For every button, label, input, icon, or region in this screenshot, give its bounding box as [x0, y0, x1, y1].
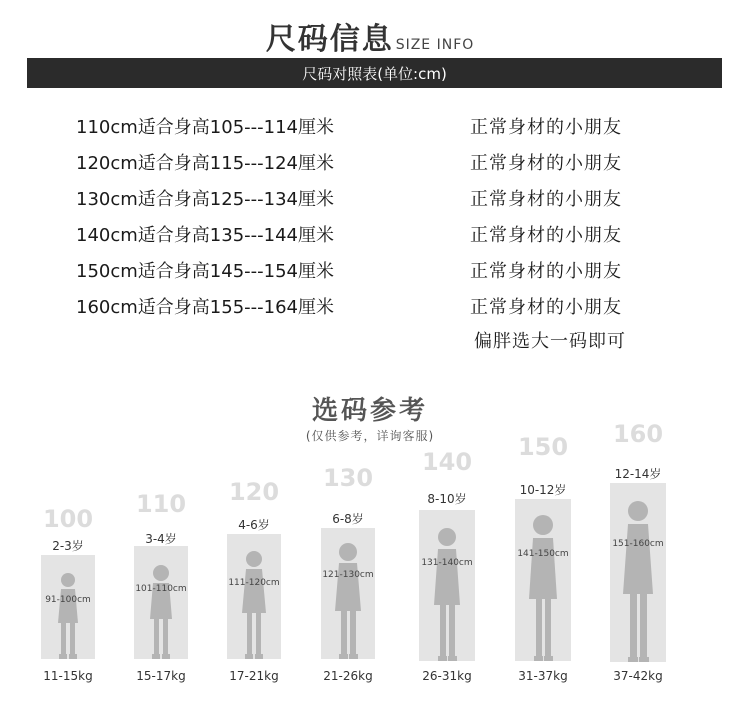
- age-label: 6-8岁: [332, 512, 364, 526]
- size-row-body: 正常身材的小朋友: [470, 189, 622, 210]
- table-title-bar: [27, 58, 722, 88]
- reference-title: 选码参考: [311, 396, 428, 426]
- title-en: SIZE INFO: [395, 37, 475, 53]
- size-row-body: 正常身材的小朋友: [470, 153, 622, 174]
- figure-box: [321, 528, 375, 659]
- reference-column: [321, 464, 375, 685]
- reference-subtitle: (仅供参考，详询客服): [305, 429, 435, 443]
- weight-label: 37-42kg: [613, 669, 663, 683]
- size-row: [0, 293, 740, 323]
- size-row-desc: 120cm适合身高115---124厘米: [76, 153, 334, 174]
- title-cn: 尺码信息: [265, 22, 394, 57]
- size-note: 偏胖选大一码即可: [474, 331, 626, 352]
- page-title: [0, 14, 740, 58]
- figure-box: [515, 499, 571, 661]
- child-figure-icon: [618, 498, 658, 662]
- reference-column: [227, 478, 281, 685]
- size-row: [0, 185, 740, 215]
- weight-label: 21-26kg: [323, 669, 373, 683]
- height-range: 91-100cm: [45, 595, 91, 605]
- figure-box: [134, 546, 188, 659]
- weight-label: 26-31kg: [422, 669, 472, 683]
- weight-label: 11-15kg: [43, 669, 93, 683]
- weight-label: 15-17kg: [136, 669, 186, 683]
- size-row-desc: 130cm适合身高125---134厘米: [76, 189, 334, 210]
- size-row: [0, 149, 740, 179]
- age-label: 2-3岁: [52, 539, 84, 553]
- figure-box: [227, 534, 281, 659]
- size-row-desc: 160cm适合身高155---164厘米: [76, 297, 334, 318]
- reference-column: [419, 448, 475, 685]
- height-range: 101-110cm: [135, 584, 187, 594]
- size-row-desc: 150cm适合身高145---154厘米: [76, 261, 334, 282]
- age-label: 4-6岁: [238, 518, 270, 532]
- weight-label: 17-21kg: [229, 669, 279, 683]
- height-range: 151-160cm: [612, 539, 664, 549]
- reference-column: [134, 490, 188, 685]
- size-number: 160: [612, 420, 664, 448]
- size-number: 130: [322, 464, 374, 492]
- height-range: 121-130cm: [322, 570, 374, 580]
- size-row: [0, 113, 740, 143]
- age-label: 10-12岁: [519, 483, 567, 497]
- figure-box: [41, 555, 95, 659]
- size-number: 110: [135, 490, 187, 518]
- figure-box: [419, 510, 475, 661]
- child-figure-icon: [429, 525, 465, 661]
- size-row-body: 正常身材的小朋友: [470, 117, 622, 138]
- child-figure-icon: [524, 513, 562, 661]
- height-range: 131-140cm: [421, 558, 473, 568]
- size-row-body: 正常身材的小朋友: [470, 261, 622, 282]
- weight-label: 31-37kg: [518, 669, 568, 683]
- table-title: 尺码对照表(单位:cm): [302, 64, 447, 83]
- size-number: 100: [42, 505, 94, 533]
- reference-column: [515, 433, 571, 685]
- size-row-desc: 140cm适合身高135---144厘米: [76, 225, 334, 246]
- age-label: 8-10岁: [427, 492, 467, 506]
- size-row: [0, 257, 740, 287]
- child-figure-icon: [53, 571, 83, 659]
- age-label: 12-14岁: [614, 467, 662, 481]
- reference-column: [610, 420, 666, 685]
- age-label: 3-4岁: [145, 532, 177, 546]
- reference-column: [41, 505, 95, 685]
- figure-box: [610, 483, 666, 662]
- size-row-body: 正常身材的小朋友: [470, 297, 622, 318]
- size-row-desc: 110cm适合身高105---114厘米: [76, 117, 334, 138]
- size-number: 140: [421, 448, 473, 476]
- size-row: [0, 221, 740, 251]
- child-figure-icon: [145, 563, 177, 659]
- size-row-body: 正常身材的小朋友: [470, 225, 622, 246]
- height-range: 111-120cm: [228, 578, 280, 588]
- height-range: 141-150cm: [517, 549, 569, 559]
- size-number: 120: [228, 478, 280, 506]
- child-figure-icon: [237, 549, 271, 659]
- child-figure-icon: [331, 541, 365, 659]
- size-number: 150: [517, 433, 569, 461]
